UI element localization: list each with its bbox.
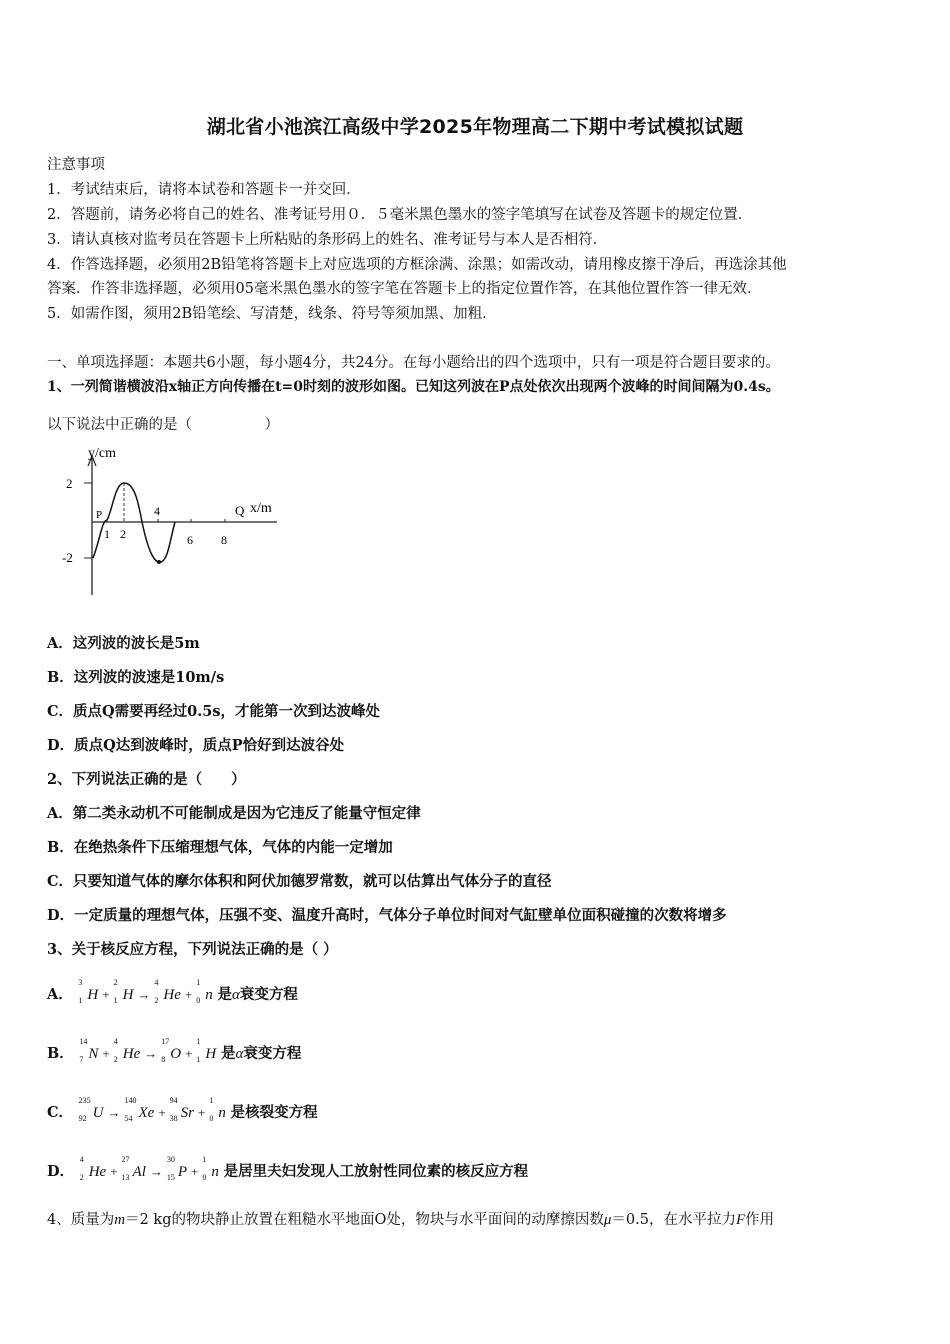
wave-figure	[62, 440, 287, 600]
q3-option-b: B． 14 7 N + 4 2 He → 17 8 O + 1 1 H 是α衰变方程	[47, 1037, 302, 1064]
q2-option-c: C．只要知道气体的摩尔体积和阿伏加德罗常数，就可以估算出气体分子的直径	[47, 873, 552, 890]
y-bottom-label: -2	[62, 550, 73, 565]
page-title: 湖北省小池滨江高级中学2025年物理高二下期中考试模拟试题	[206, 116, 744, 138]
notice-item: 1．考试结束后，请将本试卷和答题卡一并交回．	[47, 182, 361, 198]
nuclide: 1 0 n	[209, 1096, 226, 1123]
notice-item: 5．如需作图，须用2B铅笔绘、写清楚，线条、符号等须加黑、加粗．	[47, 306, 497, 322]
tick-label-2: 2	[120, 527, 126, 541]
q1-stem: 1、一列简谐横波沿x轴正方向传播在t=0时刻的波形如图。已知这列波在P点处依次出现两个波峰的时间间隔为0.4s。	[47, 379, 780, 395]
nuclide: 4 2 He	[154, 978, 181, 1005]
notice-item: 3．请认真核对监考员在答题卡上所粘贴的条形码上的姓名、准考证号与本人是否相符．	[47, 232, 608, 248]
option-letter: A．	[47, 986, 73, 1003]
q2-option-b: B．在绝热条件下压缩理想气体，气体的内能一定增加	[47, 839, 393, 856]
notice-item: 4．作答选择题，必须用2B铅笔将答题卡上对应选项的方框涂满、涂黑；如需改动，请用橡皮擦干净后，再选涂其他	[47, 257, 787, 273]
q3-stem: 3、关于核反应方程，下列说法正确的是（ ）	[47, 941, 338, 958]
nuclear-equation: 3 1 H + 2 1 H → 4 2 He + 1 0 n	[78, 978, 213, 1005]
nuclide: 140 54 Xe	[124, 1096, 155, 1123]
option-letter: C．	[47, 1104, 74, 1121]
q4-stem: 4、质量为m＝2 kg的物块静止放置在粗糙水平地面O处，物块与水平面间的动摩擦因数μ＝0.5，在水平拉力F作用	[47, 1212, 775, 1228]
nuclide: 94 38 Sr	[169, 1096, 195, 1123]
trough-point	[157, 560, 161, 564]
y-top-label: 2	[66, 476, 73, 491]
q3-option-a: A． 3 1 H + 2 1 H → 4 2 He + 1 0 n 是α衰变方程	[47, 978, 298, 1005]
q3-option-d: D． 4 2 He + 27 13 Al → 30 15 P + 1 0 n 是居里夫妇发现人工放射性同位素的核反应方程	[47, 1155, 529, 1182]
nuclide: 3 1 H	[78, 978, 99, 1005]
option-letter: B．	[47, 1045, 74, 1062]
notice-heading: 注意事项	[47, 157, 105, 173]
alpha-symbol: α	[235, 1046, 244, 1062]
q1-option-a: A．这列波的波长是5m	[47, 635, 200, 652]
nuclide: 2 1 H	[113, 978, 134, 1005]
notice-item: 答案．作答非选择题，必须用05毫米黑色墨水的签字笔在答题卡上的指定位置作答，在其他位置作答一律无效．	[47, 281, 762, 297]
q2-option-a: A．第二类永动机不可能制成是因为它违反了能量守恒定律	[47, 805, 421, 822]
q2-option-d: D．一定质量的理想气体，压强不变、温度升高时，气体分子单位时间对气缸壁单位面积碰撞的次数将增多	[47, 907, 727, 924]
nuclide: 4 2 He	[113, 1037, 141, 1064]
nuclide: 4 2 He	[79, 1155, 107, 1182]
q1-stem-cont: 以下说法中正确的是（ ）	[47, 417, 279, 433]
q-label: Q	[235, 503, 245, 518]
nuclear-equation: 4 2 He + 27 13 Al → 30 15 P + 1 0 n	[79, 1155, 219, 1182]
tick-label-6: 6	[187, 533, 193, 547]
x-axis-label: x/m	[250, 501, 272, 516]
nuclear-equation: 14 7 N + 4 2 He → 17 8 O + 1 1 H	[79, 1037, 217, 1064]
nuclide: 1 1 H	[196, 1037, 217, 1064]
q3-option-c: C． 235 92 U → 140 54 Xe + 94 38 Sr + 1 0 n 是核裂变方程	[47, 1096, 318, 1123]
p-label: P	[96, 509, 103, 521]
tick-label-4: 4	[154, 504, 160, 518]
q1-option-d: D．质点Q达到波峰时，质点P恰好到达波谷处	[47, 737, 345, 754]
section-heading: 一、单项选择题：本题共6小题，每小题4分，共24分。在每小题给出的四个选项中，只有一项是符合题目要求的。	[47, 355, 780, 371]
nuclide: 235 92 U	[78, 1096, 104, 1123]
tick-label-1: 1	[104, 527, 110, 541]
q2-stem: 2、下列说法正确的是（ ）	[47, 771, 246, 788]
nuclide: 1 0 n	[196, 978, 213, 1005]
y-axis-label: y/cm	[88, 446, 116, 461]
alpha-symbol: α	[232, 987, 240, 1003]
nuclear-equation: 235 92 U → 140 54 Xe + 94 38 Sr + 1 0 n	[78, 1096, 226, 1123]
tick-label-8: 8	[221, 533, 227, 547]
q1-option-c: C．质点Q需要再经过0.5s，才能第一次到达波峰处	[47, 703, 381, 720]
nuclide: 27 13 Al	[121, 1155, 146, 1182]
nuclide: 14 7 N	[79, 1037, 99, 1064]
q1-option-b: B．这列波的波速是10m/s	[47, 669, 225, 686]
nuclide: 17 8 O	[161, 1037, 182, 1064]
notice-item: 2．答题前，请务必将自己的姓名、准考证号用０．５毫米黑色墨水的签字笔填写在试卷及答题卡的规定位置．	[47, 207, 753, 223]
nuclide: 30 15 P	[166, 1155, 188, 1182]
nuclide: 1 0 n	[202, 1155, 219, 1182]
option-letter: D．	[47, 1163, 75, 1180]
